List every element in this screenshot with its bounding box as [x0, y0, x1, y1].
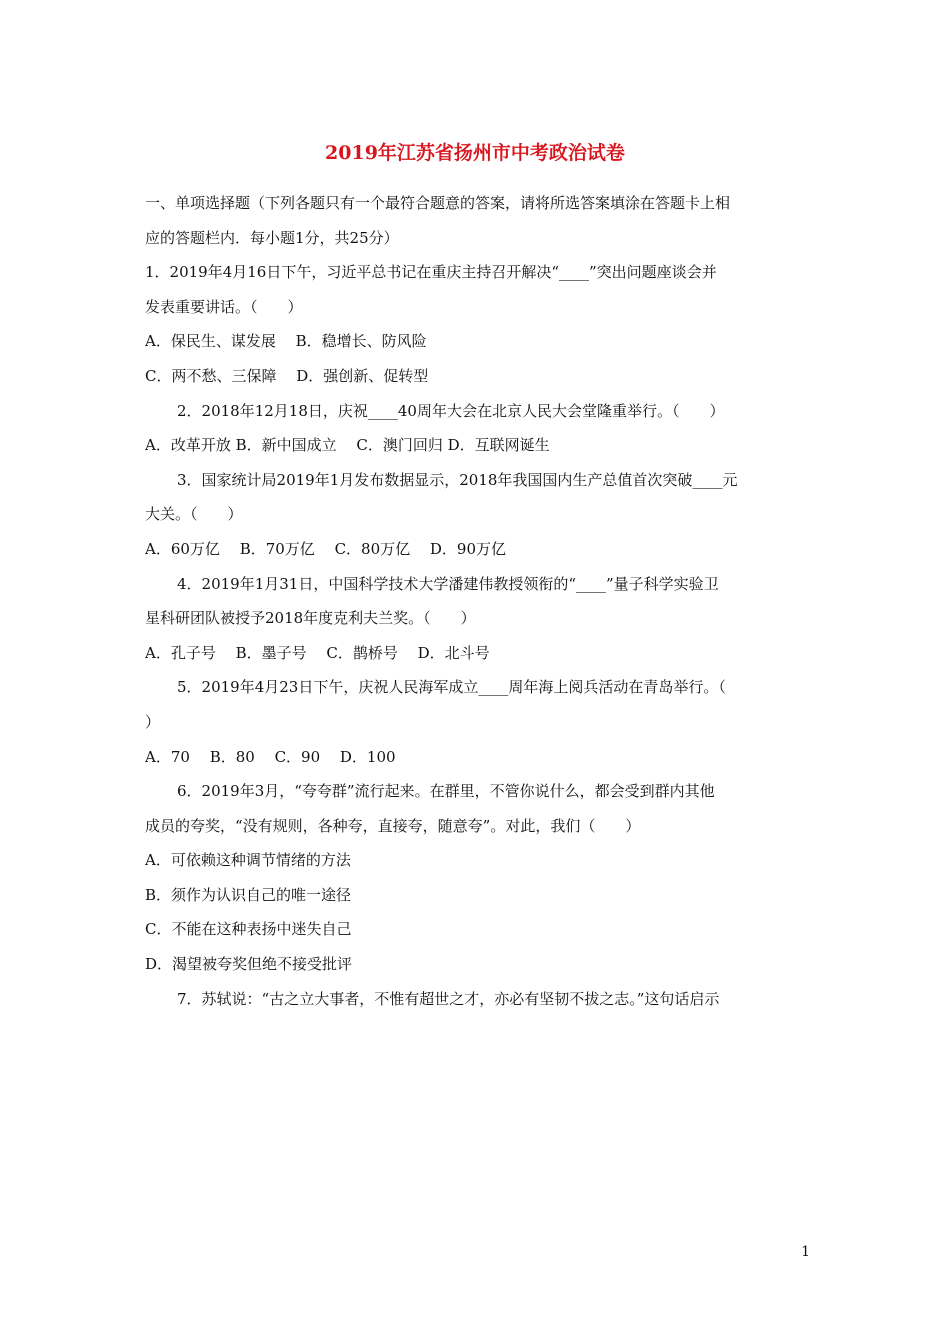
- question-5-cont: ）: [145, 712, 161, 731]
- question-4-cont: 星科研团队被授予2018年度克利夫兰奖。（ ）: [145, 609, 476, 628]
- question-1: 1．2019年4月16日下午，习近平总书记在重庆主持召开解决“____”突出问题座谈会并: [145, 263, 717, 282]
- question-2-options: A．改革开放 B．新中国成立 C．澳门回归 D．互联网诞生: [145, 436, 550, 455]
- question-4: 4．2019年1月31日，中国科学技术大学潘建伟教授领衔的“____”量子科学实验卫: [177, 574, 719, 593]
- question-2: 2．2018年12月18日，庆祝____40周年大会在北京人民大会堂隆重举行。（ ）: [177, 401, 725, 420]
- section-heading: 一、单项选择题（下列各题只有一个最符合题意的答案，请将所选答案填涂在答题卡上相: [145, 194, 731, 212]
- question-1-cont: 发表重要讲话。（ ）: [145, 297, 303, 316]
- question-3-cont: 大关。（ ）: [145, 505, 243, 524]
- question-5-options: A．70 B．80 C．90 D．100: [145, 747, 396, 766]
- question-4-options: A．孔子号 B．墨子号 C．鹊桥号 D．北斗号: [145, 643, 490, 662]
- section-heading-cont: 应的答题栏内．每小题1分，共25分）: [145, 228, 399, 247]
- question-3-options: A．60万亿 B．70万亿 C．80万亿 D．90万亿: [145, 539, 507, 558]
- question-7: 7．苏轼说：“古之立大事者，不惟有超世之才，亦必有坚韧不拔之志。”这句话启示: [177, 989, 720, 1008]
- question-1-options-ab: A．保民生、谋发展 B．稳增长、防风险: [145, 332, 427, 351]
- question-5: 5．2019年4月23日下午，庆祝人民海军成立____周年海上阅兵活动在青岛举行。（: [177, 678, 726, 697]
- question-6-option-a: A．可依赖这种调节情绪的方法: [145, 851, 351, 870]
- question-3: 3．国家统计局2019年1月发布数据显示，2018年我国国内生产总值首次突破____元: [177, 470, 738, 489]
- question-6-cont: 成员的夸奖，“没有规则，各种夸，直接夸，随意夸”。对此，我们（ ）: [145, 816, 641, 835]
- question-1-options-cd: C．两不愁、三保障 D．强创新、促转型: [145, 366, 429, 385]
- question-6: 6．2019年3月，“夸夸群”流行起来。在群里，不管你说什么，都会受到群内其他: [177, 782, 715, 801]
- question-6-option-d: D．渴望被夸奖但绝不接受批评: [145, 955, 353, 974]
- question-6-option-b: B．须作为认识自己的唯一途径: [145, 885, 352, 904]
- exam-content: [145, 186, 810, 1016]
- page-number: 1: [801, 1244, 810, 1260]
- question-6-option-c: C．不能在这种表扬中迷失自己: [145, 920, 352, 939]
- page-title: 2019年江苏省扬州市中考政治试卷: [325, 142, 625, 164]
